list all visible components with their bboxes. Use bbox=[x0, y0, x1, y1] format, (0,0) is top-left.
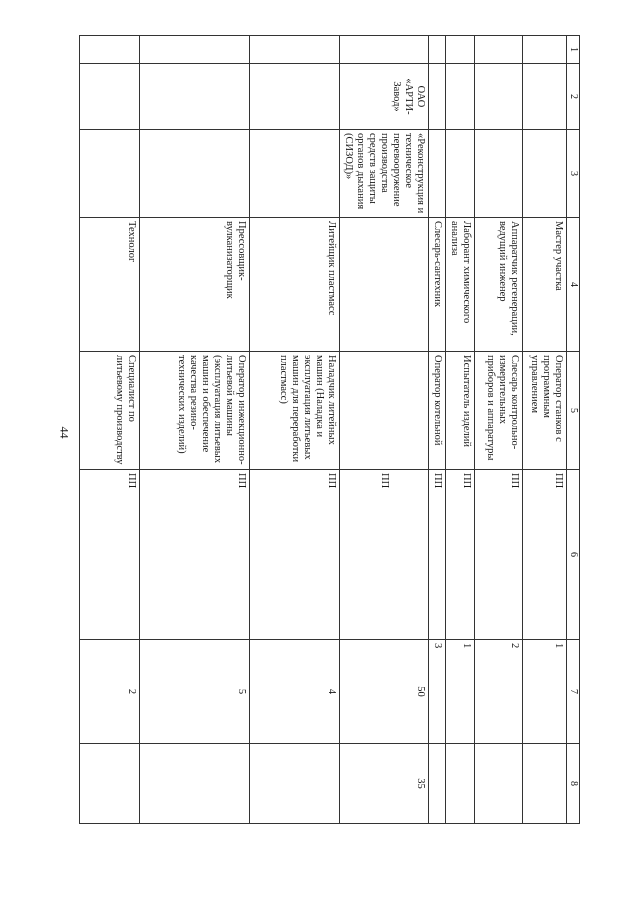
cell-count: 3 bbox=[429, 640, 446, 744]
cell-type: ПП bbox=[429, 470, 446, 640]
cell-training: Оператор котельной bbox=[429, 352, 446, 470]
column-number-row bbox=[567, 36, 580, 824]
colnum-6: 6 bbox=[567, 470, 580, 640]
cell-1 bbox=[523, 36, 567, 64]
cell-project bbox=[80, 130, 140, 218]
cell-type: ПП bbox=[475, 470, 523, 640]
cell-project bbox=[523, 130, 567, 218]
cell-profession: Технолог bbox=[80, 218, 140, 352]
cell-type: ПП bbox=[446, 470, 475, 640]
cell-org bbox=[523, 64, 567, 130]
cell-type: ПП bbox=[140, 470, 250, 640]
table-row bbox=[446, 36, 475, 824]
cell-1 bbox=[475, 36, 523, 64]
cell-org bbox=[140, 64, 250, 130]
cell-count: 2 bbox=[80, 640, 140, 744]
cell-project bbox=[475, 130, 523, 218]
cell-total bbox=[250, 744, 340, 824]
cell-total bbox=[140, 744, 250, 824]
cell-count: 5 bbox=[140, 640, 250, 744]
colnum-7: 7 bbox=[567, 640, 580, 744]
cell-type: ПП bbox=[340, 470, 429, 640]
cell-count: 1 bbox=[523, 640, 567, 744]
cell-org bbox=[475, 64, 523, 130]
cell-training: Наладчик литейных машин (Наладка и эксплуатация литьевых машин для переработки пластмасс) bbox=[250, 352, 340, 470]
cell-training bbox=[340, 352, 429, 470]
cell-count: 50 bbox=[340, 640, 429, 744]
cell-1 bbox=[446, 36, 475, 64]
cell-training: Оператор инжекционно-литьевой машины (эксплуатация литьевых машин и обеспечение качества резино-технических изделий) bbox=[140, 352, 250, 470]
cell-profession: Слесарь-сантехник bbox=[429, 218, 446, 352]
table-row bbox=[523, 36, 567, 824]
table-row bbox=[80, 36, 140, 824]
cell-profession bbox=[340, 218, 429, 352]
cell-org bbox=[250, 64, 340, 130]
cell-project bbox=[446, 130, 475, 218]
cell-1 bbox=[340, 36, 429, 64]
colnum-4: 4 bbox=[567, 218, 580, 352]
cell-count: 4 bbox=[250, 640, 340, 744]
cell-profession: Лаборант химического анализа bbox=[446, 218, 475, 352]
cell-training: Слесарь контрольно-измерительных приборов и аппаратуры bbox=[475, 352, 523, 470]
cell-1 bbox=[250, 36, 340, 64]
cell-profession: Прессовщик-вулканизаторщик bbox=[140, 218, 250, 352]
colnum-8: 8 bbox=[567, 744, 580, 824]
cell-total bbox=[446, 744, 475, 824]
table-row bbox=[429, 36, 446, 824]
cell-project: «Реконструкция и техническое перевооружение производства средств защиты органов дыхания (СИЗОД)» bbox=[340, 130, 429, 218]
rotated-table-region bbox=[90, 35, 580, 915]
cell-count: 2 bbox=[475, 640, 523, 744]
cell-training: Специалист по литьевому производству bbox=[80, 352, 140, 470]
cell-total bbox=[429, 744, 446, 824]
colnum-3: 3 bbox=[567, 130, 580, 218]
cell-type: ПП bbox=[250, 470, 340, 640]
colnum-5: 5 bbox=[567, 352, 580, 470]
cell-org bbox=[80, 64, 140, 130]
cell-total: 35 bbox=[340, 744, 429, 824]
cell-count: 1 bbox=[446, 640, 475, 744]
cell-1 bbox=[80, 36, 140, 64]
cell-project bbox=[429, 130, 446, 218]
colnum-1: 1 bbox=[567, 36, 580, 64]
table-row bbox=[250, 36, 340, 824]
cell-type: ПП bbox=[80, 470, 140, 640]
cell-org bbox=[446, 64, 475, 130]
cell-org: ОАО «АРТИ-Завод» bbox=[340, 64, 429, 130]
cell-profession: Мастер участка bbox=[523, 218, 567, 352]
data-table bbox=[79, 35, 580, 824]
table-row bbox=[140, 36, 250, 824]
table-row bbox=[475, 36, 523, 824]
cell-project bbox=[250, 130, 340, 218]
cell-training: Испытатель изделий bbox=[446, 352, 475, 470]
cell-total bbox=[80, 744, 140, 824]
cell-profession: Аппаратчик регенерации, ведущий инженер bbox=[475, 218, 523, 352]
cell-1 bbox=[140, 36, 250, 64]
cell-project bbox=[140, 130, 250, 218]
colnum-2: 2 bbox=[567, 64, 580, 130]
page-number: 44 bbox=[57, 426, 72, 439]
cell-training: Оператор станков с программным управлением bbox=[523, 352, 567, 470]
cell-1 bbox=[429, 36, 446, 64]
cell-profession: Литейщик пластмасс bbox=[250, 218, 340, 352]
cell-total bbox=[523, 744, 567, 824]
table-row bbox=[340, 36, 429, 824]
cell-total bbox=[475, 744, 523, 824]
cell-type: ПП bbox=[523, 470, 567, 640]
cell-org bbox=[429, 64, 446, 130]
